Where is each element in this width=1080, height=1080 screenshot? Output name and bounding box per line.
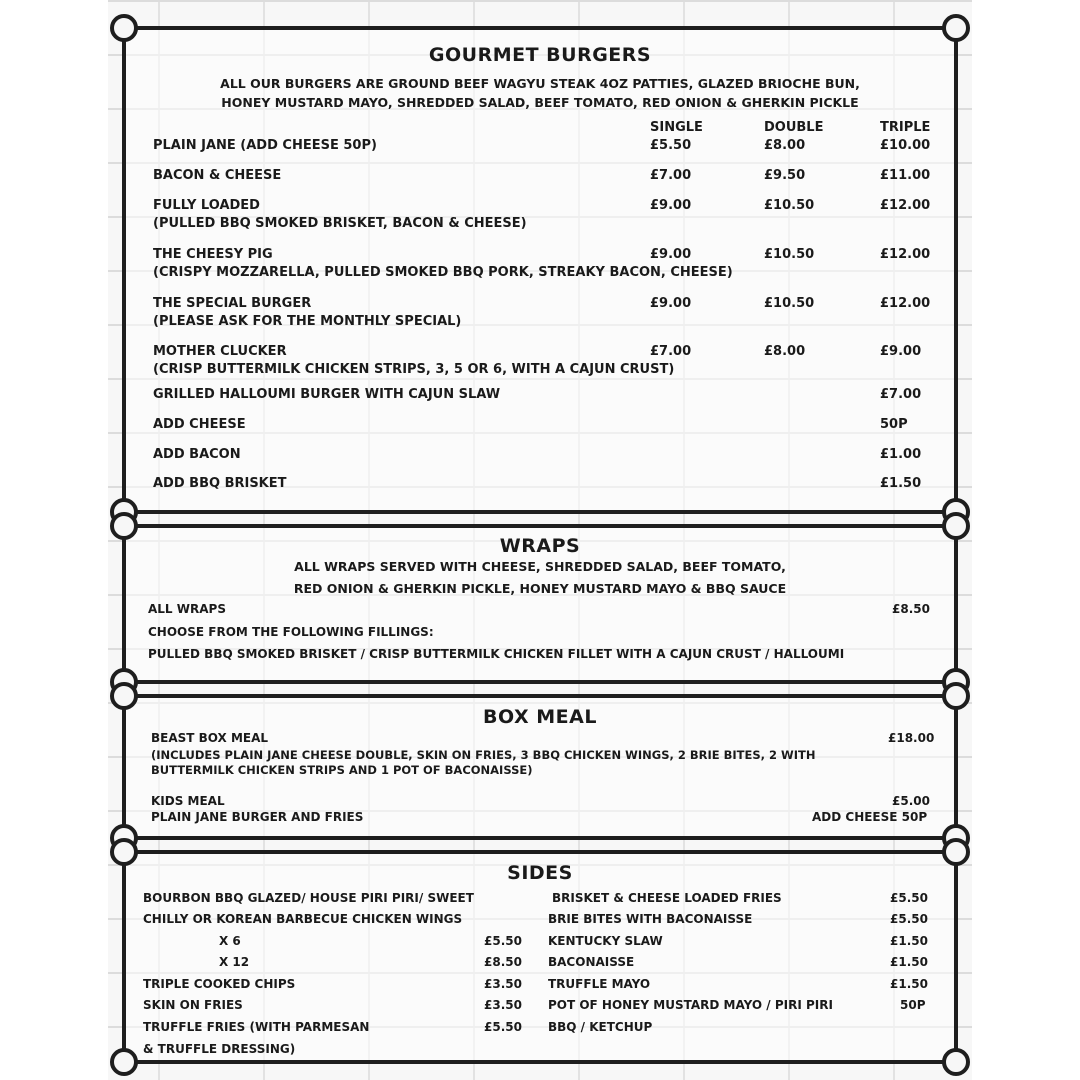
side-name: SKIN ON FRIES [143, 998, 243, 1012]
extra-name: ADD BBQ BRISKET [153, 476, 287, 491]
burger-name: THE SPECIAL BURGER [153, 296, 312, 311]
kids-meal-name: KIDS MEAL [151, 794, 225, 808]
burger-subtitle: (CRISPY MOZZARELLA, PULLED SMOKED BBQ PORK, STREAKY BACON, CHEESE) [153, 265, 733, 280]
box-meal-panel [122, 694, 958, 840]
side-price: 50P [900, 998, 926, 1012]
extra-name: ADD BACON [153, 447, 241, 462]
burger-price-single: £7.00 [650, 168, 692, 183]
beast-box-price: £18.00 [888, 731, 935, 745]
burger-name: BACON & CHEESE [153, 168, 282, 183]
side-price: £1.50 [890, 934, 928, 948]
column-header-single: SINGLE [650, 120, 703, 135]
side-price: £5.50 [484, 1020, 522, 1034]
side-name: TRIPLE COOKED CHIPS [143, 977, 296, 991]
side-price: £1.50 [890, 977, 928, 991]
burger-price-triple: £10.00 [880, 138, 931, 153]
wraps-description-line2: RED ONION & GHERKIN PICKLE, HONEY MUSTARD MAYO & BBQ SAUCE [293, 581, 787, 596]
beast-box-description: BUTTERMILK CHICKEN STRIPS AND 1 POT OF BACONAISSE) [151, 763, 533, 777]
burger-name: PLAIN JANE (ADD CHEESE 50P) [153, 138, 377, 153]
burger-price-single: £9.00 [650, 296, 692, 311]
burgers-title: GOURMET BURGERS [428, 44, 652, 66]
side-price: £3.50 [484, 998, 522, 1012]
side-price: £1.50 [890, 955, 928, 969]
burger-price-triple: £7.00 [880, 387, 922, 402]
burger-price-single: £9.00 [650, 247, 692, 262]
burger-price-single: £5.50 [650, 138, 692, 153]
column-header-triple: TRIPLE [880, 120, 931, 135]
kids-meal-extra: ADD CHEESE 50P [812, 810, 928, 824]
side-name: & TRUFFLE DRESSING) [143, 1042, 296, 1056]
side-price: £8.50 [484, 955, 522, 969]
fillings-list: PULLED BBQ SMOKED BRISKET / CRISP BUTTERMILK CHICKEN FILLET WITH A CAJUN CRUST / HALLOUMI [148, 647, 845, 661]
burger-subtitle: (CRISP BUTTERMILK CHICKEN STRIPS, 3, 5 OR 6, WITH A CAJUN CRUST) [153, 362, 675, 377]
burger-name: THE CHEESY PIG [153, 247, 273, 262]
side-name: TRUFFLE FRIES (WITH PARMESAN [143, 1020, 370, 1034]
wraps-title: WRAPS [499, 535, 581, 557]
side-price: £5.50 [890, 912, 928, 926]
burger-price-double: £10.50 [764, 296, 815, 311]
side-name: BBQ / KETCHUP [548, 1020, 653, 1034]
side-name: X 12 [219, 955, 250, 969]
burgers-panel [122, 26, 958, 514]
burger-price-triple: £11.00 [880, 168, 931, 183]
burgers-description-line1: ALL OUR BURGERS ARE GROUND BEEF WAGYU STEAK 4OZ PATTIES, GLAZED BRIOCHE BUN, [220, 76, 860, 91]
side-name: BACONAISSE [548, 955, 635, 969]
side-name: BOURBON BBQ GLAZED/ HOUSE PIRI PIRI/ SWEET [143, 891, 474, 905]
burger-subtitle: (PULLED BBQ SMOKED BRISKET, BACON & CHEESE) [153, 216, 527, 231]
burger-name: GRILLED HALLOUMI BURGER WITH CAJUN SLAW [153, 387, 501, 402]
side-name: BRIE BITES WITH BACONAISSE [548, 912, 753, 926]
left-margin [0, 0, 108, 1080]
side-name: KENTUCKY SLAW [548, 934, 663, 948]
extra-price: £1.50 [880, 476, 922, 491]
burger-price-double: £10.50 [764, 247, 815, 262]
burger-subtitle: (PLEASE ASK FOR THE MONTHLY SPECIAL) [153, 314, 462, 329]
all-wraps-label: ALL WRAPS [148, 602, 226, 616]
side-price: £5.50 [484, 934, 522, 948]
side-price: £3.50 [484, 977, 522, 991]
wraps-panel [122, 524, 958, 684]
kids-meal-price: £5.00 [892, 794, 930, 808]
column-header-double: DOUBLE [764, 120, 824, 135]
side-name: BRISKET & CHEESE LOADED FRIES [552, 891, 782, 905]
side-name: TRUFFLE MAYO [548, 977, 651, 991]
burger-name: MOTHER CLUCKER [153, 344, 287, 359]
burger-price-double: £8.00 [764, 138, 806, 153]
side-name: X 6 [219, 934, 241, 948]
burger-name: FULLY LOADED [153, 198, 260, 213]
beast-box-name: BEAST BOX MEAL [151, 731, 269, 745]
beast-box-description: (INCLUDES PLAIN JANE CHEESE DOUBLE, SKIN ON FRIES, 3 BBQ CHICKEN WINGS, 2 BRIE BITES, 2 WITH [151, 748, 816, 762]
all-wraps-price: £8.50 [892, 602, 930, 616]
burgers-description-line2: HONEY MUSTARD MAYO, SHREDDED SALAD, BEEF TOMATO, RED ONION & GHERKIN PICKLE [221, 95, 859, 110]
right-margin [972, 0, 1080, 1080]
side-price: £5.50 [890, 891, 928, 905]
side-name: POT OF HONEY MUSTARD MAYO / PIRI PIRI [548, 998, 833, 1012]
wraps-description-line1: ALL WRAPS SERVED WITH CHEESE, SHREDDED SALAD, BEEF TOMATO, [294, 559, 786, 574]
sides-panel [122, 850, 958, 1064]
extra-price: 50P [880, 417, 908, 432]
burger-price-double: £9.50 [764, 168, 806, 183]
burger-price-triple: £12.00 [880, 247, 931, 262]
burger-price-triple: £12.00 [880, 296, 931, 311]
sides-title: SIDES [507, 862, 573, 884]
burger-price-double: £8.00 [764, 344, 806, 359]
burger-price-double: £10.50 [764, 198, 815, 213]
burger-price-triple: £9.00 [880, 344, 922, 359]
extra-price: £1.00 [880, 447, 922, 462]
side-name: CHILLY OR KOREAN BARBECUE CHICKEN WINGS [143, 912, 463, 926]
fillings-heading: CHOOSE FROM THE FOLLOWING FILLINGS: [148, 625, 434, 639]
burger-price-single: £9.00 [650, 198, 692, 213]
kids-meal-description: PLAIN JANE BURGER AND FRIES [151, 810, 364, 824]
box-meal-title: BOX MEAL [483, 706, 597, 728]
burger-price-triple: £12.00 [880, 198, 931, 213]
extra-name: ADD CHEESE [153, 417, 246, 432]
burger-price-single: £7.00 [650, 344, 692, 359]
